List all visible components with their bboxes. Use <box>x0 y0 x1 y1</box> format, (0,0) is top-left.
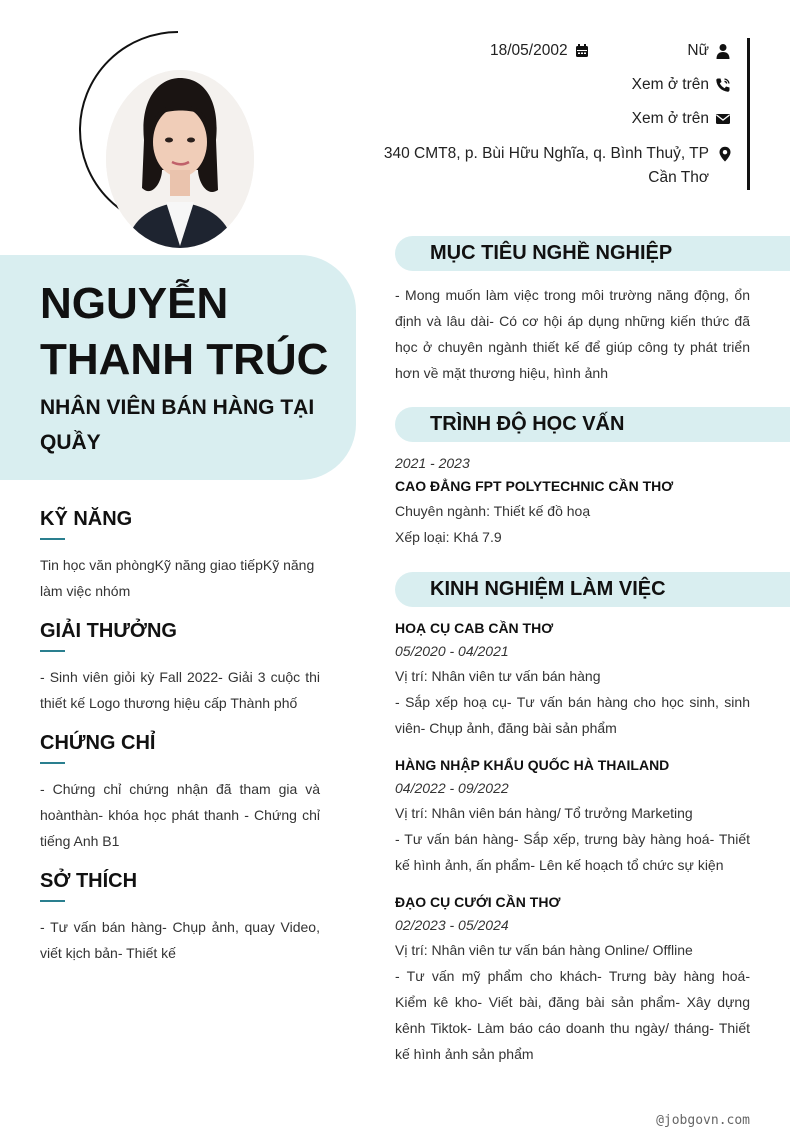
map-pin-icon <box>717 146 733 162</box>
skills-section <box>40 507 320 604</box>
job-period: 05/2020 - 04/2021 <box>395 643 509 659</box>
birthday-text: 18/05/2002 <box>490 42 568 59</box>
job-duties: - Tư vấn bán hàng- Sắp xếp, trưng bày hàng hoá- Thiết kế hình ảnh, ấn phẩm- Lên kế hoạch tổ chức sự kiện <box>395 831 750 873</box>
job-company: HOẠ CỤ CAB CẦN THƠ <box>395 620 554 636</box>
job-company: ĐẠO CỤ CƯỚI CẦN THƠ <box>395 894 561 910</box>
school-name: CAO ĐẲNG FPT POLYTECHNIC CẦN THƠ <box>395 478 674 494</box>
certificates-title: CHỨNG CHỈ <box>40 732 156 754</box>
job-period: 04/2022 - 09/2022 <box>395 780 509 796</box>
education-title: TRÌNH ĐỘ HỌC VẤN <box>430 413 625 435</box>
gender-row <box>687 42 731 60</box>
phone-icon <box>715 77 731 93</box>
avatar <box>106 70 254 248</box>
birthday-row <box>490 42 590 60</box>
skills-title: KỸ NĂNG <box>40 508 133 530</box>
watermark-text: @jobgovn.com <box>656 1113 750 1128</box>
education-header <box>395 407 790 442</box>
experience-title: KINH NGHIỆM LÀM VIỆC <box>430 578 666 600</box>
job-entry <box>395 754 750 878</box>
job-position: Vị trí: Nhân viên tư vấn bán hàng Online/ Offline <box>395 942 693 958</box>
certificates-text: - Chứng chỉ chứng nhận đã tham gia và hoànthàn- khóa học phát thanh - Chứng chỉ tiếng Anh B1 <box>40 781 320 849</box>
job-entry <box>395 617 750 741</box>
awards-title: GIẢI THƯỞNG <box>40 620 177 642</box>
user-icon <box>715 43 731 59</box>
portrait-photo <box>106 70 254 248</box>
job-duties: - Sắp xếp hoạ cụ- Tư vấn bán hàng cho học sinh, sinh viên- Chụp ảnh, đăng bài sản phẩm <box>395 694 750 736</box>
awards-text: - Sinh viên giỏi kỳ Fall 2022- Giải 3 cuộc thi thiết kế Logo thương hiệu cấp Thành phố <box>40 669 320 711</box>
phone-row <box>632 76 731 94</box>
section-rule <box>40 762 65 764</box>
job-title: NHÂN VIÊN BÁN HÀNG TẠI QUẦY <box>40 396 315 454</box>
education-grade: Xếp loại: Khá 7.9 <box>395 529 502 545</box>
education-body <box>395 452 750 550</box>
hobbies-section <box>40 869 320 966</box>
avatar-frame <box>78 30 278 230</box>
full-name: NGUYỄN THANH TRÚC <box>40 279 329 384</box>
job-entry <box>395 891 750 1067</box>
section-rule <box>40 900 65 902</box>
section-rule <box>40 538 65 540</box>
hobbies-text: - Tư vấn bán hàng- Chụp ảnh, quay Video, viết kịch bản- Thiết kế <box>40 919 320 961</box>
objective-text: - Mong muốn làm việc trong môi trường năng động, ổn định và lâu dài- Có cơ hội áp dụng những kiến thức đã học ở chuyên ngành thiết kế để giúp công ty phát triển hơn về mặt thương hiệu, hình ảnh <box>395 287 750 381</box>
section-rule <box>40 650 65 652</box>
gender-text: Nữ <box>687 42 709 59</box>
job-position: Vị trí: Nhân viên tư vấn bán hàng <box>395 668 601 684</box>
hobbies-title: SỞ THÍCH <box>40 870 138 892</box>
objective-body <box>395 282 750 386</box>
contact-block <box>383 38 750 190</box>
experience-header <box>395 572 790 607</box>
education-period: 2021 - 2023 <box>395 455 470 471</box>
phone-text: Xem ở trên <box>631 76 709 93</box>
education-major: Chuyên ngành: Thiết kế đồ hoạ <box>395 503 591 519</box>
objective-header <box>395 236 790 271</box>
email-row <box>632 110 731 128</box>
job-company: HÀNG NHẬP KHẨU QUỐC HÀ THAILAND <box>395 757 670 773</box>
email-text: Xem ở trên <box>631 110 709 127</box>
awards-section <box>40 619 320 716</box>
job-duties: - Tư vấn mỹ phẩm cho khách- Trưng bày hàng hoá- Kiểm kê kho- Viết bài, đăng bài sản phẩm- Xây dựng kênh Tiktok- Làm báo cáo doanh thu ngày/ tháng- Thiết kế hình ảnh sản phẩm <box>395 968 750 1062</box>
calendar-icon <box>574 43 590 59</box>
envelope-icon <box>715 111 731 127</box>
job-period: 02/2023 - 05/2024 <box>395 917 509 933</box>
skills-text: Tin học văn phòngKỹ năng giao tiếpKỹ năng làm việc nhóm <box>40 557 315 599</box>
job-position: Vị trí: Nhân viên bán hàng/ Tổ trưởng Marketing <box>395 805 693 821</box>
address-text: 340 CMT8, p. Bùi Hữu Nghĩa, q. Bình Thuỷ, TP Cần Thơ <box>383 145 709 186</box>
certificates-section <box>40 731 320 854</box>
experience-body <box>395 617 750 1080</box>
objective-title: MỤC TIÊU NGHỀ NGHIỆP <box>430 242 673 264</box>
